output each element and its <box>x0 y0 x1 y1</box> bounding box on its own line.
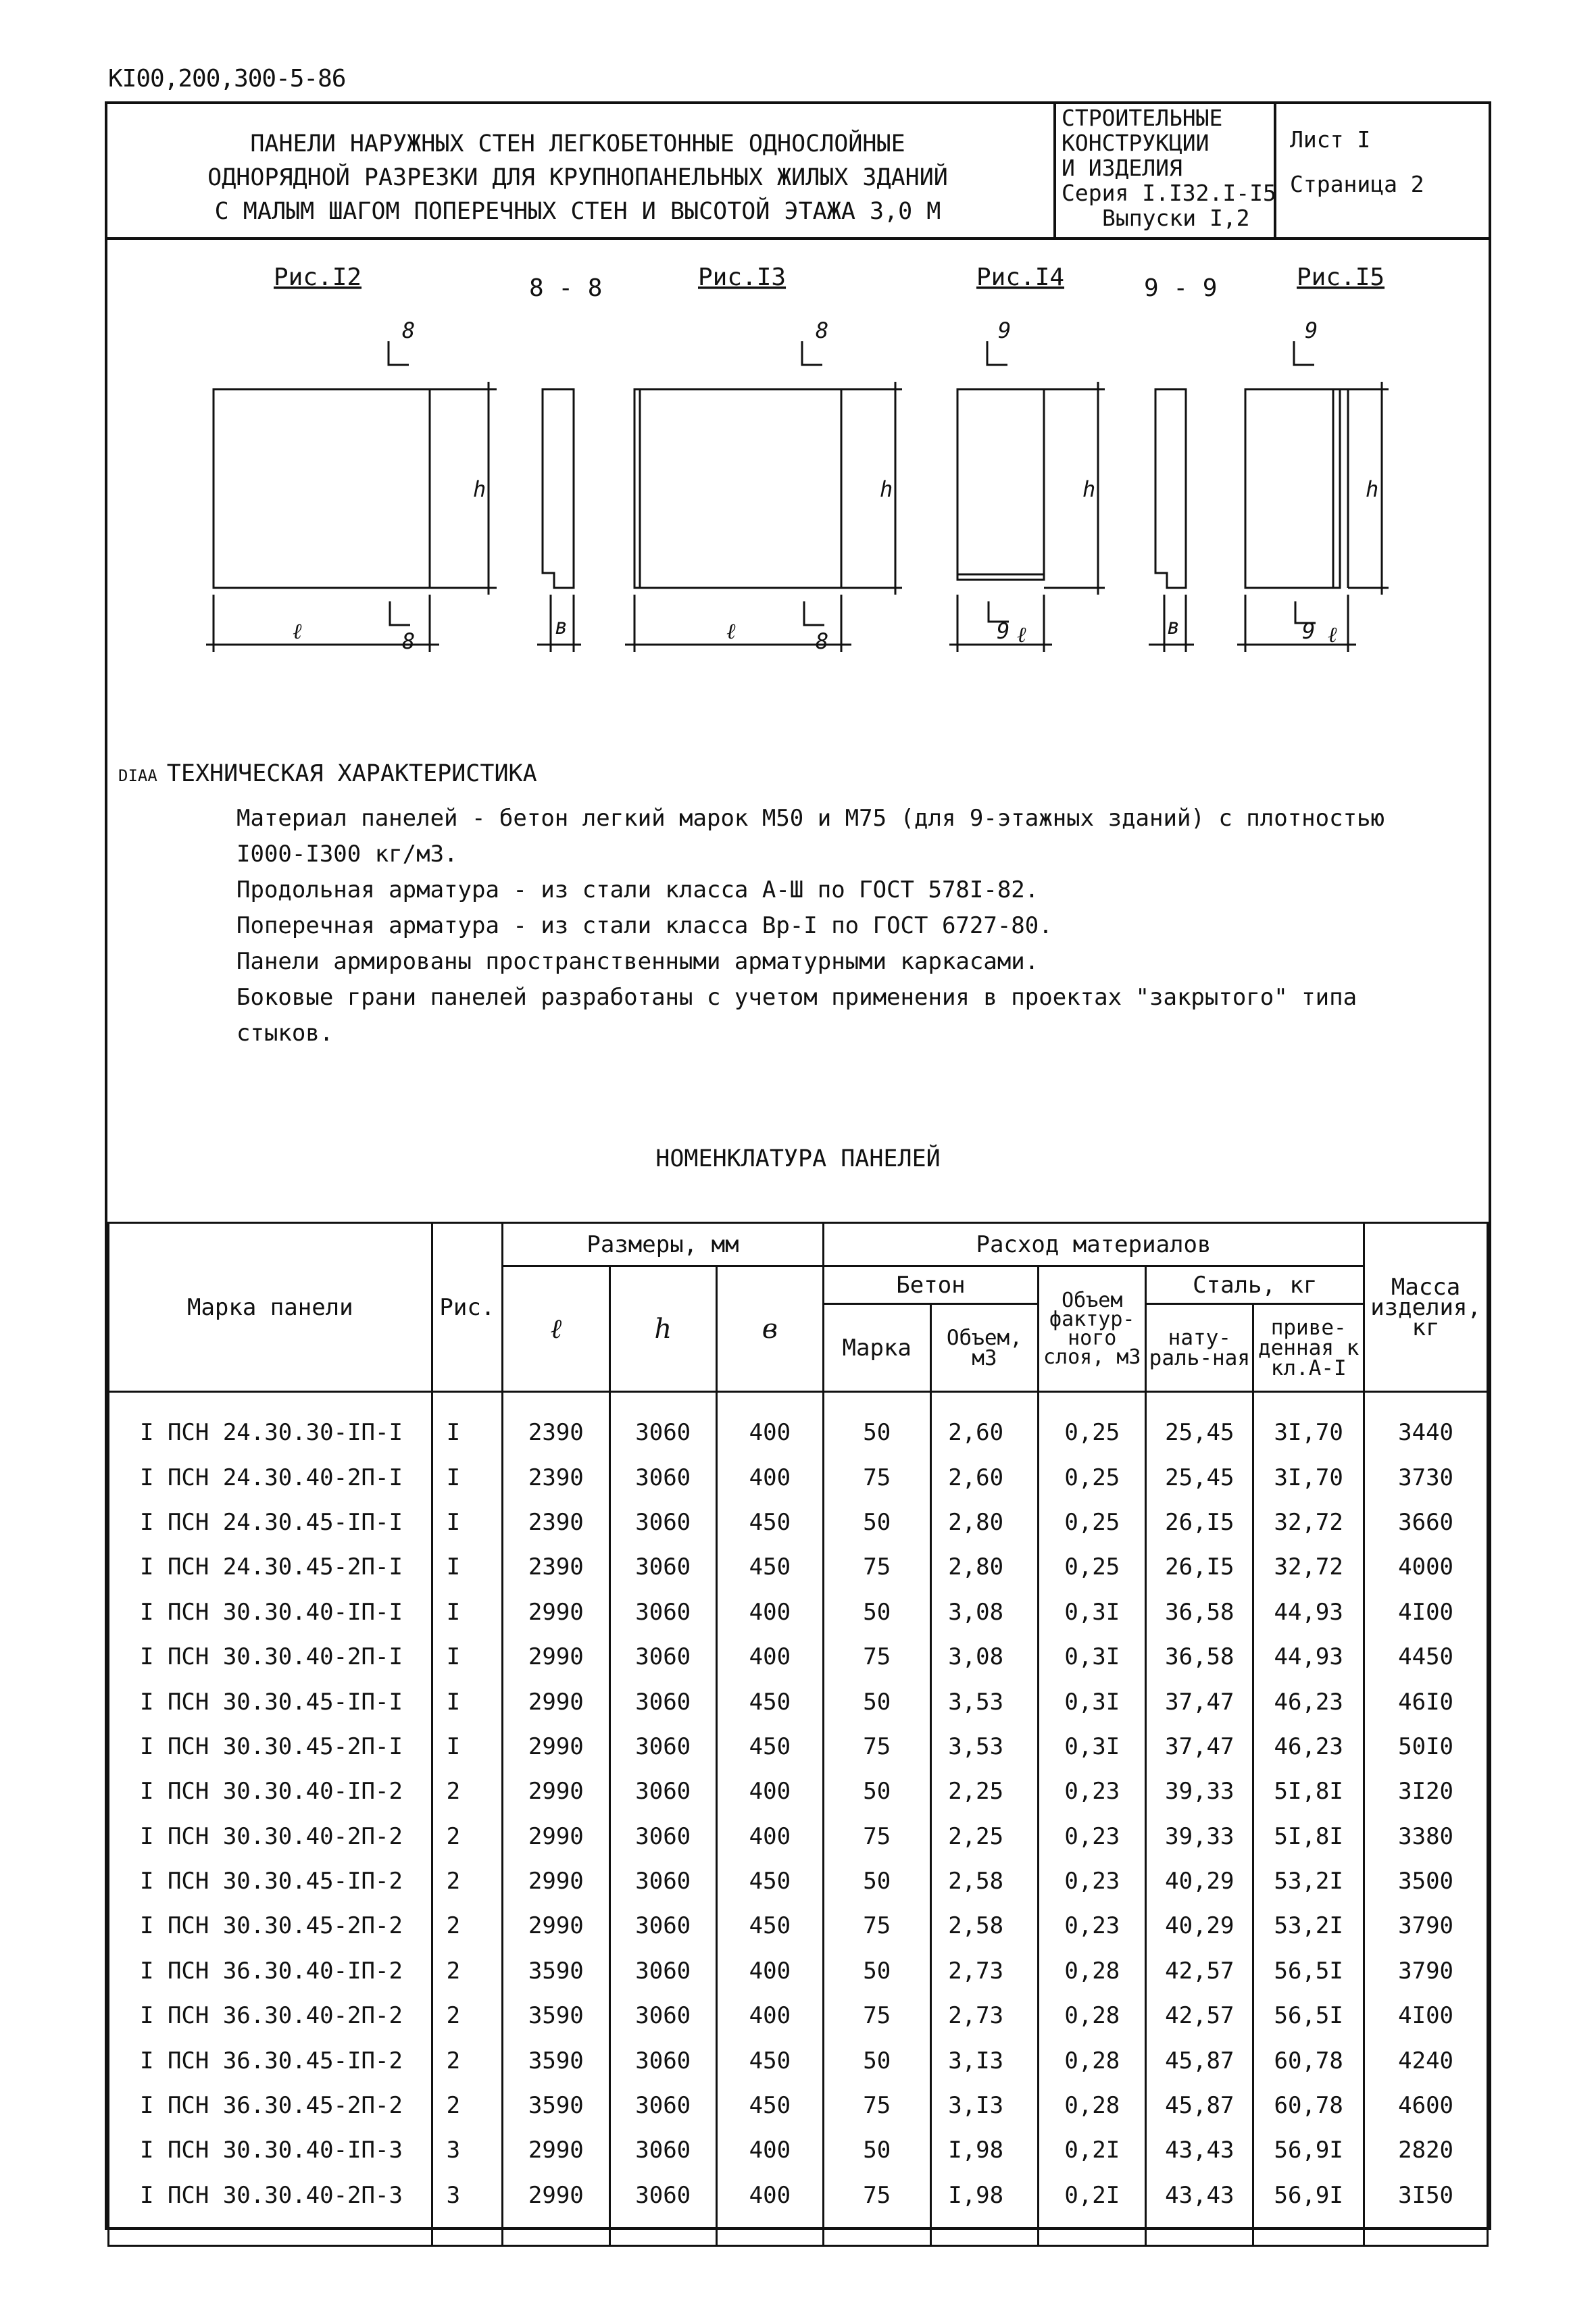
cell-facing: 0,2I <box>1039 2128 1146 2172</box>
cell-mark: I ПСН 30.30.40-2П-3 <box>109 2173 432 2246</box>
header-steel: Сталь, кг <box>1146 1266 1364 1304</box>
cell-steel-natural: 39,33 <box>1146 1769 1253 1814</box>
cell-fig: 3 <box>432 2173 503 2246</box>
cell-facing: 0,3I <box>1039 1679 1146 1724</box>
header-concrete: Бетон <box>823 1266 1038 1304</box>
cell-facing: 0,28 <box>1039 2083 1146 2128</box>
sheet-number: Лист I <box>1290 126 1371 153</box>
cell-steel-natural: 26,I5 <box>1146 1545 1253 1589</box>
cell-volume: 2,58 <box>930 1903 1038 1948</box>
cell-volume: 3,I3 <box>930 2038 1038 2083</box>
cell-grade: 75 <box>823 1635 930 1679</box>
cell-mass: 3730 <box>1364 1455 1488 1499</box>
tech-heading <box>118 760 537 787</box>
table-row <box>109 1724 1488 1769</box>
cell-mark: I ПСН 24.30.40-2П-I <box>109 1455 432 1499</box>
cell-mark: I ПСН 36.30.45-2П-2 <box>109 2083 432 2128</box>
table-row <box>109 1903 1488 1948</box>
cell-steel-natural: 25,45 <box>1146 1455 1253 1499</box>
cell-b: 450 <box>716 1903 823 1948</box>
cell-facing: 0,23 <box>1039 1903 1146 1948</box>
cell-grade: 75 <box>823 1545 930 1589</box>
cell-mass: 3790 <box>1364 1903 1488 1948</box>
cell-mark: I ПСН 30.30.45-IП-2 <box>109 1859 432 1903</box>
title-line: ОДНОРЯДНОЙ РАЗРЕЗКИ ДЛЯ КРУПНОПАНЕЛЬНЫХ ЖИЛЫХ ЗДАНИЙ <box>207 164 948 191</box>
header-mass: Масса изделия, кг <box>1364 1223 1488 1392</box>
cell-mark: I ПСН 24.30.45-IП-I <box>109 1500 432 1545</box>
cell-mass: 3I50 <box>1364 2173 1488 2246</box>
cell-l: 2990 <box>503 1635 609 1679</box>
cell-mark: I ПСН 30.30.40-2П-I <box>109 1635 432 1679</box>
cell-b: 450 <box>716 1679 823 1724</box>
cell-facing: 0,25 <box>1039 1545 1146 1589</box>
cell-l: 2990 <box>503 1679 609 1724</box>
cell-grade: 50 <box>823 2128 930 2172</box>
cell-volume: 2,73 <box>930 1993 1038 2038</box>
cell-fig: 2 <box>432 2083 503 2128</box>
cell-volume: 3,08 <box>930 1635 1038 1679</box>
cell-h: 3060 <box>609 1392 716 1455</box>
table-row <box>109 2038 1488 2083</box>
cell-grade: 75 <box>823 1455 930 1499</box>
cell-fig: 2 <box>432 1993 503 2038</box>
cell-h: 3060 <box>609 1455 716 1499</box>
cell-volume: 2,60 <box>930 1392 1038 1455</box>
cell-steel-natural: 36,58 <box>1146 1590 1253 1635</box>
dim-h: h <box>1082 476 1096 502</box>
cell-steel-natural: 42,57 <box>1146 1949 1253 1993</box>
cell-fig: 2 <box>432 1859 503 1903</box>
cell-mark: I ПСН 30.30.45-IП-I <box>109 1679 432 1724</box>
header-sizes: Размеры, мм <box>503 1223 824 1266</box>
cell-volume: 2,60 <box>930 1455 1038 1499</box>
cell-grade: 50 <box>823 1859 930 1903</box>
title-line: С МАЛЫМ ШАГОМ ПОПЕРЕЧНЫХ СТЕН И ВЫСОТОЙ ЭТАЖА 3,0 М <box>214 198 941 225</box>
cell-steel-natural: 37,47 <box>1146 1679 1253 1724</box>
cell-steel-reduced: 44,93 <box>1253 1635 1364 1679</box>
document-code: КI00,200,300-5-86 <box>108 65 346 93</box>
cell-grade: 75 <box>823 1903 930 1948</box>
cell-l: 2990 <box>503 2173 609 2246</box>
cell-steel-natural: 43,43 <box>1146 2173 1253 2246</box>
cut-mark-8: 8 <box>402 628 416 654</box>
header-fig: Рис. <box>432 1223 503 1392</box>
cell-volume: 2,73 <box>930 1949 1038 1993</box>
cell-grade: 75 <box>823 2173 930 2246</box>
tech-line: Материал панелей - бетон легкий марок M50 и M75 (для 9-этажных зданий) с плотностью <box>236 805 1385 832</box>
header-grade: Марка <box>823 1304 930 1392</box>
cell-mass: 3500 <box>1364 1859 1488 1903</box>
cell-l: 2990 <box>503 1903 609 1948</box>
table-row <box>109 2083 1488 2128</box>
cut-mark-9: 9 <box>997 618 1010 644</box>
cell-fig: I <box>432 1724 503 1769</box>
cell-l: 3590 <box>503 2038 609 2083</box>
cell-mass: 3380 <box>1364 1814 1488 1859</box>
document-title <box>105 127 1051 228</box>
cell-h: 3060 <box>609 1903 716 1948</box>
series-line: Серия I.I32.I-I5 <box>1062 180 1276 206</box>
cell-grade: 50 <box>823 1392 930 1455</box>
figures-drawing <box>105 243 1491 689</box>
cell-facing: 0,25 <box>1039 1500 1146 1545</box>
cell-facing: 0,23 <box>1039 1859 1146 1903</box>
table-row <box>109 2128 1488 2172</box>
cell-mark: I ПСН 30.30.45-2П-2 <box>109 1903 432 1948</box>
fig13-panel <box>634 389 841 588</box>
cell-mass: 46I0 <box>1364 1679 1488 1724</box>
cell-fig: I <box>432 1545 503 1589</box>
tech-line: Поперечная арматура - из стали класса Bp-I по ГОСТ 6727-80. <box>236 912 1053 939</box>
table-row <box>109 1769 1488 1814</box>
cell-mass: 50I0 <box>1364 1724 1488 1769</box>
cell-grade: 75 <box>823 1814 930 1859</box>
table-row <box>109 2173 1488 2246</box>
dim-l: ℓ <box>726 618 736 644</box>
cell-l: 2390 <box>503 1545 609 1589</box>
cell-steel-reduced: 56,9I <box>1253 2173 1364 2246</box>
cell-mark: I ПСН 36.30.45-IП-2 <box>109 2038 432 2083</box>
cell-b: 400 <box>716 1635 823 1679</box>
cell-b: 450 <box>716 1500 823 1545</box>
cell-facing: 0,28 <box>1039 1993 1146 2038</box>
cell-l: 2990 <box>503 1859 609 1903</box>
page-number: Страница 2 <box>1290 171 1424 197</box>
cell-fig: 2 <box>432 1814 503 1859</box>
cell-fig: 3 <box>432 2128 503 2172</box>
cell-volume: 3,53 <box>930 1724 1038 1769</box>
cell-facing: 0,25 <box>1039 1392 1146 1455</box>
cell-facing: 0,2I <box>1039 2173 1146 2246</box>
table-row <box>109 1392 1488 1455</box>
cell-grade: 50 <box>823 1500 930 1545</box>
cell-b: 400 <box>716 1769 823 1814</box>
cell-steel-reduced: 53,2I <box>1253 1859 1364 1903</box>
cell-b: 450 <box>716 2083 823 2128</box>
table-row <box>109 1500 1488 1545</box>
cell-h: 3060 <box>609 2173 716 2246</box>
cell-mark: I ПСН 30.30.40-2П-2 <box>109 1814 432 1859</box>
cell-facing: 0,23 <box>1039 1814 1146 1859</box>
cell-steel-reduced: 3I,70 <box>1253 1392 1364 1455</box>
series-line: СТРОИТЕЛЬНЫЕ <box>1062 105 1223 131</box>
table-row <box>109 1679 1488 1724</box>
cell-h: 3060 <box>609 1545 716 1589</box>
cell-steel-natural: 42,57 <box>1146 1993 1253 2038</box>
nomenclature-table <box>107 1222 1489 2247</box>
table-row <box>109 1635 1488 1679</box>
cell-volume: I,98 <box>930 2128 1038 2172</box>
cell-fig: 2 <box>432 2038 503 2083</box>
fig13-label: Рис.I3 <box>698 264 787 291</box>
cell-grade: 75 <box>823 1724 930 1769</box>
cell-facing: 0,25 <box>1039 1455 1146 1499</box>
cell-fig: I <box>432 1455 503 1499</box>
cell-l: 2990 <box>503 1590 609 1635</box>
fig14-label: Рис.I4 <box>976 264 1065 291</box>
cell-fig: 2 <box>432 1769 503 1814</box>
cell-h: 3060 <box>609 1590 716 1635</box>
series-line: Выпуски I,2 <box>1102 205 1250 231</box>
cell-steel-reduced: 56,9I <box>1253 2128 1364 2172</box>
cell-steel-natural: 40,29 <box>1146 1859 1253 1903</box>
table-row <box>109 1993 1488 2038</box>
cell-facing: 0,23 <box>1039 1769 1146 1814</box>
cut-mark-8: 8 <box>402 318 416 343</box>
header-natural: нату-раль-ная <box>1146 1304 1253 1392</box>
cell-h: 3060 <box>609 1859 716 1903</box>
cell-b: 400 <box>716 1590 823 1635</box>
header-h: h <box>609 1266 716 1392</box>
cell-grade: 50 <box>823 1949 930 1993</box>
cell-fig: 2 <box>432 1903 503 1948</box>
cell-b: 400 <box>716 1993 823 2038</box>
cell-mass: 3440 <box>1364 1392 1488 1455</box>
cut-mark-8: 8 <box>816 318 829 343</box>
cell-mass: 4450 <box>1364 1635 1488 1679</box>
cell-mass: 3660 <box>1364 1500 1488 1545</box>
section-8-8-profile <box>543 389 574 588</box>
cell-b: 450 <box>716 1859 823 1903</box>
cell-mass: 2820 <box>1364 2128 1488 2172</box>
cell-h: 3060 <box>609 2083 716 2128</box>
header-b: в <box>716 1266 823 1392</box>
cell-steel-reduced: 32,72 <box>1253 1500 1364 1545</box>
cell-steel-natural: 25,45 <box>1146 1392 1253 1455</box>
cell-steel-reduced: 46,23 <box>1253 1679 1364 1724</box>
cell-steel-reduced: 5I,8I <box>1253 1814 1364 1859</box>
cell-b: 400 <box>716 1814 823 1859</box>
cell-mark: I ПСН 24.30.45-2П-I <box>109 1545 432 1589</box>
cell-volume: 2,58 <box>930 1859 1038 1903</box>
dim-b: в <box>555 614 568 639</box>
cell-volume: I,98 <box>930 2173 1038 2246</box>
cell-mark: I ПСН 30.30.40-IП-2 <box>109 1769 432 1814</box>
table-row <box>109 1859 1488 1903</box>
cell-steel-reduced: 5I,8I <box>1253 1769 1364 1814</box>
section-9-9-label: 9 - 9 <box>1144 274 1218 302</box>
cut-mark-9: 9 <box>1305 318 1318 343</box>
cell-steel-reduced: 53,2I <box>1253 1903 1364 1948</box>
cell-h: 3060 <box>609 1635 716 1679</box>
cell-l: 2990 <box>503 2128 609 2172</box>
cell-mark: I ПСН 24.30.30-IП-I <box>109 1392 432 1455</box>
cell-volume: 2,25 <box>930 1769 1038 1814</box>
section-8-8-label: 8 - 8 <box>529 274 603 302</box>
cell-steel-natural: 40,29 <box>1146 1903 1253 1948</box>
cell-fig: I <box>432 1590 503 1635</box>
fig12-panel <box>214 389 430 588</box>
series-cell <box>1053 101 1276 237</box>
cell-mass: 3790 <box>1364 1949 1488 1993</box>
cell-mass: 4600 <box>1364 2083 1488 2128</box>
dim-l: ℓ <box>1328 622 1337 647</box>
cell-h: 3060 <box>609 1679 716 1724</box>
cell-b: 450 <box>716 1545 823 1589</box>
dim-l: ℓ <box>1017 622 1026 647</box>
cell-mark: I ПСН 36.30.40-IП-2 <box>109 1949 432 1993</box>
cell-l: 2990 <box>503 1724 609 1769</box>
cell-steel-reduced: 60,78 <box>1253 2083 1364 2128</box>
cell-steel-natural: 26,I5 <box>1146 1500 1253 1545</box>
cell-h: 3060 <box>609 1814 716 1859</box>
cell-grade: 50 <box>823 1679 930 1724</box>
cell-grade: 75 <box>823 2083 930 2128</box>
cut-mark-9: 9 <box>1302 618 1316 644</box>
series-line: КОНСТРУКЦИИ <box>1062 130 1210 156</box>
cell-fig: I <box>432 1392 503 1455</box>
dim-h: h <box>1366 476 1379 502</box>
cell-steel-natural: 45,87 <box>1146 2038 1253 2083</box>
cell-h: 3060 <box>609 1769 716 1814</box>
tech-description <box>236 801 1466 1051</box>
table-row <box>109 1590 1488 1635</box>
cell-b: 400 <box>716 2128 823 2172</box>
cell-facing: 0,3I <box>1039 1590 1146 1635</box>
cell-mark: I ПСН 36.30.40-2П-2 <box>109 1993 432 2038</box>
cell-steel-reduced: 46,23 <box>1253 1724 1364 1769</box>
cell-volume: 2,80 <box>930 1545 1038 1589</box>
cell-facing: 0,3I <box>1039 1635 1146 1679</box>
cell-facing: 0,28 <box>1039 1949 1146 1993</box>
fig12-label: Рис.I2 <box>274 264 362 291</box>
cell-h: 3060 <box>609 2038 716 2083</box>
header-mark: Марка панели <box>109 1223 432 1392</box>
cell-l: 3590 <box>503 1993 609 2038</box>
tech-line: Продольная арматура - из стали класса А-Ш по ГОСТ 578I-82. <box>236 876 1039 903</box>
dim-b: в <box>1167 614 1180 639</box>
fig15-panel <box>1245 389 1340 588</box>
cell-grade: 50 <box>823 2038 930 2083</box>
tech-line: Панели армированы пространственными арматурными каркасами. <box>236 948 1039 975</box>
cell-l: 2990 <box>503 1814 609 1859</box>
section-9-9-profile <box>1155 389 1186 588</box>
cell-h: 3060 <box>609 1500 716 1545</box>
cell-l: 3590 <box>503 2083 609 2128</box>
title-line: ПАНЕЛИ НАРУЖНЫХ СТЕН ЛЕГКОБЕТОННЫЕ ОДНОСЛОЙНЫЕ <box>250 130 905 157</box>
cell-l: 3590 <box>503 1949 609 1993</box>
cell-h: 3060 <box>609 2128 716 2172</box>
cell-steel-natural: 45,87 <box>1146 2083 1253 2128</box>
cell-mark: I ПСН 30.30.40-IП-I <box>109 1590 432 1635</box>
tech-line: Боковые грани панелей разработаны с учетом применения в проектах "закрытого" типа <box>236 984 1357 1011</box>
series-line: И ИЗДЕЛИЯ <box>1062 155 1182 181</box>
cell-steel-reduced: 56,5I <box>1253 1993 1364 2038</box>
header-volume: Объем, м3 <box>930 1304 1038 1392</box>
cell-fig: I <box>432 1500 503 1545</box>
cell-mark: I ПСН 30.30.40-IП-3 <box>109 2128 432 2172</box>
cell-volume: 3,53 <box>930 1679 1038 1724</box>
tech-heading-text: ТЕХНИЧЕСКАЯ ХАРАКТЕРИСТИКА <box>166 760 537 787</box>
header-materials: Расход материалов <box>823 1223 1364 1266</box>
cell-mass: 4240 <box>1364 2038 1488 2083</box>
cell-volume: 3,I3 <box>930 2083 1038 2128</box>
sheet-cell <box>1276 101 1489 237</box>
table-row <box>109 1949 1488 1993</box>
cell-steel-natural: 36,58 <box>1146 1635 1253 1679</box>
cell-mass: 3I20 <box>1364 1769 1488 1814</box>
cell-b: 400 <box>716 1392 823 1455</box>
cell-mark: I ПСН 30.30.45-2П-I <box>109 1724 432 1769</box>
nomenclature-title: НОМЕНКЛАТУРА ПАНЕЛЕЙ <box>655 1145 941 1172</box>
cell-volume: 2,80 <box>930 1500 1038 1545</box>
tech-line: I000-I300 кг/м3. <box>236 841 458 868</box>
cut-mark-8: 8 <box>816 628 829 654</box>
cell-steel-natural: 43,43 <box>1146 2128 1253 2172</box>
header-facing: Объем фактур-ного слоя, м3 <box>1039 1266 1146 1392</box>
cell-b: 450 <box>716 1724 823 1769</box>
cell-fig: 2 <box>432 1949 503 1993</box>
cell-b: 400 <box>716 1949 823 1993</box>
cell-mass: 4000 <box>1364 1545 1488 1589</box>
cell-volume: 3,08 <box>930 1590 1038 1635</box>
cell-fig: I <box>432 1679 503 1724</box>
cell-steel-reduced: 44,93 <box>1253 1590 1364 1635</box>
table-row <box>109 1455 1488 1499</box>
cell-steel-reduced: 3I,70 <box>1253 1455 1364 1499</box>
cell-grade: 50 <box>823 1769 930 1814</box>
cut-mark-9: 9 <box>998 318 1012 343</box>
tech-prefix: DIAA <box>118 766 157 785</box>
cell-l: 2390 <box>503 1392 609 1455</box>
title-block <box>105 101 1491 240</box>
cell-b: 400 <box>716 1455 823 1499</box>
cell-volume: 2,25 <box>930 1814 1038 1859</box>
cell-steel-reduced: 56,5I <box>1253 1949 1364 1993</box>
cell-h: 3060 <box>609 1724 716 1769</box>
cell-h: 3060 <box>609 1993 716 2038</box>
fig14-panel <box>957 389 1044 580</box>
cell-fig: I <box>432 1635 503 1679</box>
cell-h: 3060 <box>609 1949 716 1993</box>
cell-grade: 75 <box>823 1993 930 2038</box>
dim-h: h <box>880 476 893 502</box>
tech-line: стыков. <box>236 1020 334 1047</box>
cell-facing: 0,3I <box>1039 1724 1146 1769</box>
table-row <box>109 1545 1488 1589</box>
cell-steel-reduced: 32,72 <box>1253 1545 1364 1589</box>
dim-h: h <box>473 476 487 502</box>
cell-l: 2990 <box>503 1769 609 1814</box>
cell-l: 2390 <box>503 1500 609 1545</box>
cell-b: 450 <box>716 2038 823 2083</box>
cell-steel-natural: 37,47 <box>1146 1724 1253 1769</box>
cell-mass: 4I00 <box>1364 1590 1488 1635</box>
cell-steel-natural: 39,33 <box>1146 1814 1253 1859</box>
table-row <box>109 1814 1488 1859</box>
fig15-label: Рис.I5 <box>1297 264 1385 291</box>
cell-facing: 0,28 <box>1039 2038 1146 2083</box>
cell-l: 2390 <box>503 1455 609 1499</box>
cell-grade: 50 <box>823 1590 930 1635</box>
cell-mass: 4I00 <box>1364 1993 1488 2038</box>
cell-b: 400 <box>716 2173 823 2246</box>
header-reduced: приве-денная к кл.А-I <box>1253 1304 1364 1392</box>
cell-steel-reduced: 60,78 <box>1253 2038 1364 2083</box>
dim-l: ℓ <box>293 618 302 644</box>
header-l: ℓ <box>503 1266 609 1392</box>
